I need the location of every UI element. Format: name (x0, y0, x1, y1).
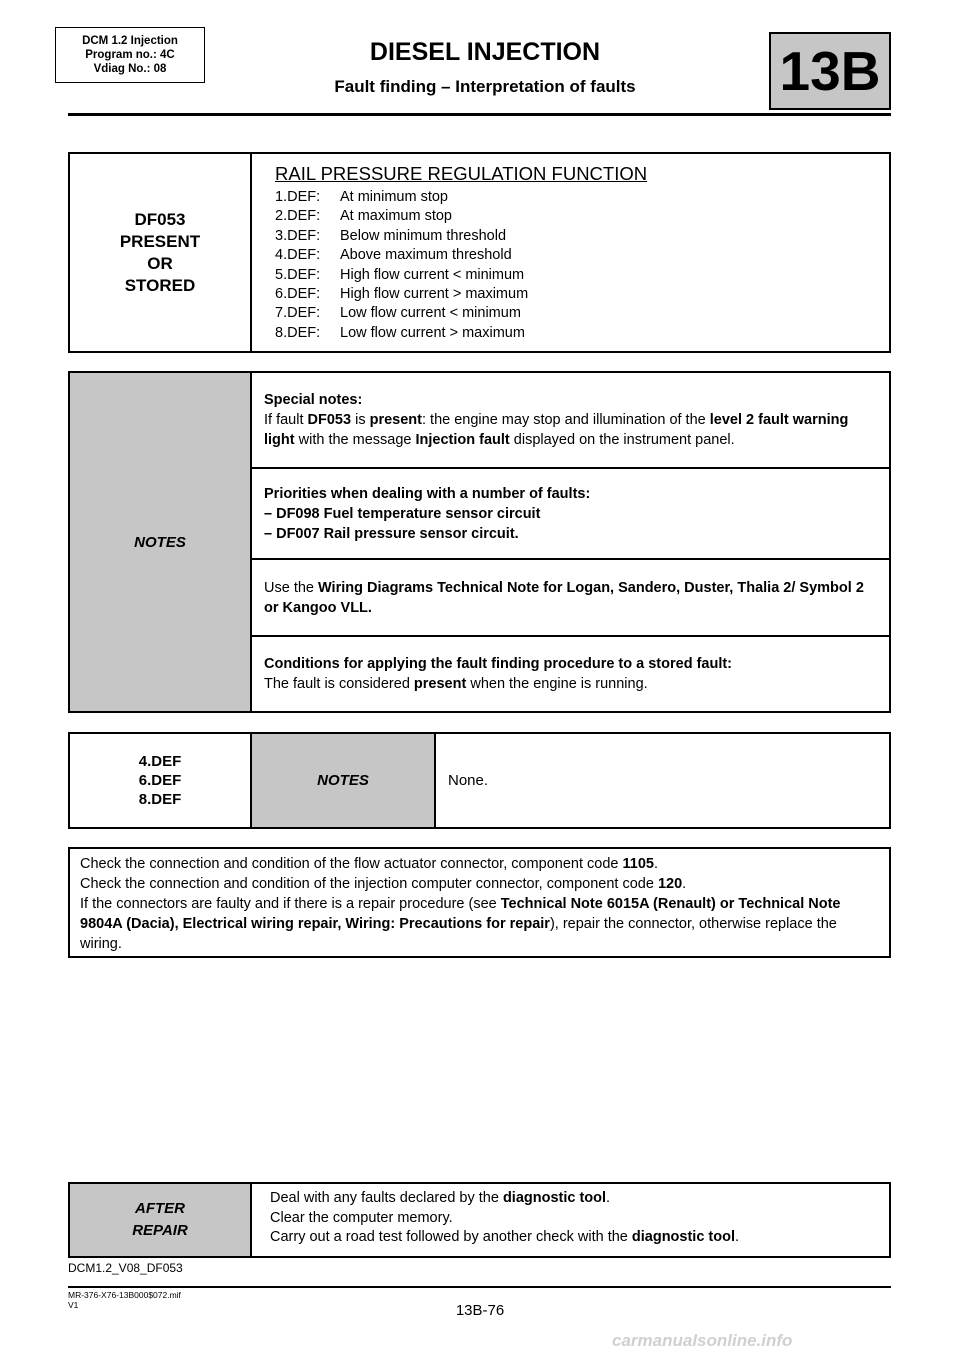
after-repair-line: Deal with any faults declared by the diagnostic tool. (270, 1190, 611, 1206)
check-line: If the connectors are faulty and if there is a repair procedure (see Technical Note 6015A (Renault) or Technical Note 9804A (Dacia), Electrical wiring repair, Wiring: Precautions for repair), repair the connector, otherwise replace the wiring. (80, 896, 841, 952)
after-repair-label-line: REPAIR (132, 1222, 188, 1239)
footer-version: V1 (68, 1300, 79, 1310)
def-code: 2.DEF: (275, 208, 321, 225)
def-row (275, 285, 889, 304)
def-code: 5.DEF: (275, 266, 321, 283)
after-repair-text (250, 1182, 891, 1258)
document-info-box (55, 27, 205, 83)
def-text: Low flow current < minimum (340, 305, 521, 322)
def-code: 8.DEF: (275, 324, 321, 341)
def-row (275, 304, 889, 323)
wiring-note-cell (250, 558, 891, 637)
def-code: 6.DEF: (275, 286, 321, 303)
def-row (275, 207, 889, 226)
fault-code-line: DF053 (134, 209, 186, 229)
def-row (275, 246, 889, 265)
fault-description-cell (250, 152, 891, 353)
def-row (275, 266, 889, 285)
footer-divider (68, 1286, 891, 1288)
def-text: Above maximum threshold (340, 247, 512, 264)
after-repair-label (68, 1182, 252, 1258)
after-repair-label-line: AFTER (135, 1200, 185, 1217)
priority-item: – DF007 Rail pressure sensor circuit. (264, 525, 519, 542)
def-text: High flow current < minimum (340, 266, 525, 283)
def-notes-text: None. (434, 732, 891, 829)
footer-file-info (68, 1290, 181, 1310)
priorities-heading: Priorities when dealing with a number of faults: (264, 485, 591, 502)
def-row (275, 227, 889, 246)
def-code: 3.DEF: (275, 227, 321, 244)
notes-label: NOTES (68, 371, 252, 713)
conditions-cell (250, 635, 891, 713)
page-number: 13B-76 (455, 1302, 505, 1319)
fault-code-line: STORED (124, 275, 196, 295)
check-line: Check the connection and condition of the injection computer connector, component code 120. (80, 876, 687, 892)
doc-info-line: Program no.: 4C (85, 49, 175, 61)
conditions-text: The fault is considered present when the engine is running. (264, 676, 648, 692)
check-line: Check the connection and condition of the flow actuator connector, component code 1105. (80, 856, 658, 872)
check-instructions (68, 847, 891, 958)
header-divider (68, 113, 891, 116)
special-notes-heading: Special notes: (264, 392, 363, 408)
section-badge: 13B (769, 32, 891, 110)
doc-info-line: DCM 1.2 Injection (82, 35, 178, 47)
def-code: 4.DEF: (275, 247, 321, 264)
def-item: 8.DEF (138, 791, 182, 808)
after-repair-line: Clear the computer memory. (270, 1209, 453, 1226)
priorities-cell (250, 467, 891, 560)
fault-code-line: OR (147, 253, 173, 273)
doc-info-line: Vdiag No.: 08 (93, 63, 167, 75)
def-item: 4.DEF (138, 753, 182, 770)
fault-code-cell (68, 152, 252, 353)
page-title: DIESEL INJECTION (369, 38, 601, 66)
fault-title: RAIL PRESSURE REGULATION FUNCTION (275, 163, 648, 184)
def-row (275, 324, 889, 343)
special-notes-text: If fault DF053 is present: the engine may stop and illumination of the level 2 fault warning light with the message Injection fault displayed on the instrument panel. (264, 412, 849, 448)
footer-reference: DCM1.2_V08_DF053 (68, 1261, 183, 1275)
def-row (275, 188, 889, 207)
def-notes-label: NOTES (250, 732, 436, 829)
watermark: carmanualsonline.info (612, 1331, 793, 1350)
def-code: 1.DEF: (275, 189, 321, 205)
special-notes-cell (250, 371, 891, 469)
footer-file-name: MR-376-X76-13B000$072.mif (68, 1290, 181, 1300)
priority-item: – DF098 Fuel temperature sensor circuit (264, 505, 541, 522)
wiring-note-text: Use the Wiring Diagrams Technical Note for Logan, Sandero, Duster, Thalia 2/ Symbol 2 or Kangoo VLL. (264, 579, 864, 616)
def-text: At minimum stop (340, 189, 448, 205)
def-text: At maximum stop (340, 208, 452, 225)
def-text: Low flow current > maximum (340, 324, 525, 341)
def-list-cell (68, 732, 252, 829)
page-subtitle: Fault finding – Interpretation of faults (334, 77, 636, 96)
fault-code-line: PRESENT (119, 231, 201, 251)
def-text: Below minimum threshold (340, 227, 507, 244)
def-code: 7.DEF: (275, 305, 321, 322)
conditions-heading: Conditions for applying the fault finding procedure to a stored fault: (264, 656, 733, 672)
def-text: High flow current > maximum (340, 286, 529, 303)
after-repair-line: Carry out a road test followed by another check with the diagnostic tool. (270, 1229, 740, 1245)
def-item: 6.DEF (138, 772, 182, 789)
